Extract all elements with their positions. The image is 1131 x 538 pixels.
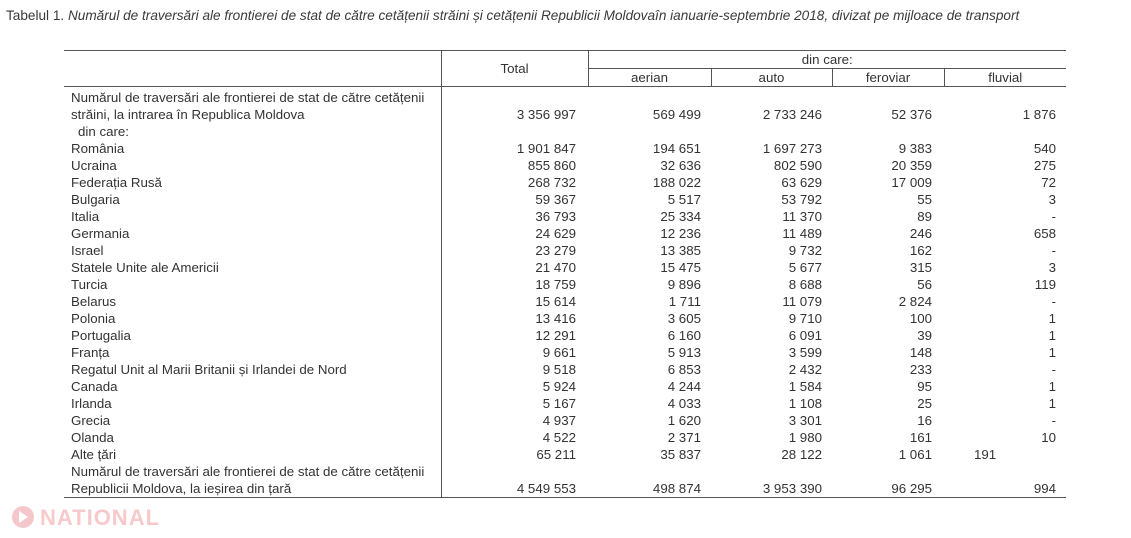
cell-total: 855 860 <box>441 157 588 174</box>
caption-title: Numărul de traversări ale frontierei de stat de către cetățenii străini și cetățenii Republicii Moldovaîn ianuarie-septembrie 2018, divizat pe mijloace de transport <box>67 8 1020 23</box>
section1-fluvial: 1 876 <box>1022 107 1056 122</box>
cell-total: 9 518 <box>441 361 588 378</box>
cell-total: 21 470 <box>441 259 588 276</box>
table-row <box>64 310 1066 327</box>
table-row <box>64 344 1066 361</box>
section2-aerian: 498 874 <box>588 463 711 498</box>
section1-auto: 2 733 246 <box>762 107 822 122</box>
cell-feroviar: 315 <box>909 260 932 275</box>
table-caption <box>6 8 1131 23</box>
cell-aerian: 4 033 <box>667 396 701 411</box>
header-row-top <box>64 51 1066 69</box>
cell-feroviar: 148 <box>909 345 932 360</box>
table-row-alte <box>64 446 1066 463</box>
cell-name: Ucraina <box>71 158 117 173</box>
cell-aerian: 188 022 <box>652 175 701 190</box>
cell-auto: 2 432 <box>788 362 822 377</box>
cell-fluvial: - <box>1051 209 1056 224</box>
cell-feroviar: 17 009 <box>891 175 932 190</box>
cell-aerian: 1 711 <box>668 294 701 309</box>
cell-aerian: 35 837 <box>660 447 701 462</box>
cell-feroviar: 1 061 <box>898 447 932 462</box>
logo-text: NATIONAL <box>40 505 161 530</box>
cell-fluvial: 3 <box>1048 260 1056 275</box>
section1-total: 3 356 997 <box>441 87 588 124</box>
cell-feroviar: 2 824 <box>898 294 932 309</box>
cell-aerian: 12 236 <box>660 226 701 241</box>
cell-name: Italia <box>71 209 100 224</box>
play-icon <box>12 506 34 528</box>
section2-total-row <box>64 463 1066 498</box>
cell-feroviar: 162 <box>909 243 932 258</box>
cell-feroviar: 95 <box>917 379 932 394</box>
cell-total: 4 937 <box>441 412 588 429</box>
cell-auto: 11 079 <box>782 294 822 309</box>
cell-total: 268 732 <box>441 174 588 191</box>
header-aerian: aerian <box>588 69 711 87</box>
header-din-care: din care: <box>588 51 1066 69</box>
section2-title: Numărul de traversări ale frontierei de stat de către cetățenii Republicii Moldova, la ieșirea din țară <box>64 463 441 498</box>
cell-total: 15 614 <box>441 293 588 310</box>
header-auto: auto <box>711 69 832 87</box>
cell-fluvial: - <box>1051 413 1056 428</box>
cell-fluvial: - <box>1051 294 1056 309</box>
cell-aerian: 1 620 <box>667 413 701 428</box>
table-row <box>64 327 1066 344</box>
cell-fluvial: - <box>1051 243 1056 258</box>
cell-auto: 11 370 <box>782 209 822 224</box>
cell-aerian: 2 371 <box>667 430 701 445</box>
cell-aerian: 15 475 <box>660 260 701 275</box>
cell-auto: 1 108 <box>788 396 822 411</box>
section1-title: Numărul de traversări ale frontierei de stat de către cetățenii străini, la intrarea în Republica Moldova <box>71 90 425 122</box>
cell-feroviar: 16 <box>917 413 932 428</box>
cell-feroviar: 39 <box>917 328 932 343</box>
cell-feroviar: 233 <box>909 362 932 377</box>
table-row <box>64 293 1066 310</box>
table-row <box>64 157 1066 174</box>
cell-fluvial: 72 <box>1041 175 1056 190</box>
cell-aerian: 32 636 <box>660 158 701 173</box>
cell-feroviar: 9 383 <box>898 141 932 156</box>
cell-name: România <box>71 141 125 156</box>
cell-auto: 5 677 <box>788 260 822 275</box>
section1-din-care: din care: <box>78 124 129 139</box>
cell-fluvial: 658 <box>1033 226 1056 241</box>
cell-name: Bulgaria <box>71 192 120 207</box>
section2-fluvial: 994 <box>944 463 1066 498</box>
table-row <box>64 276 1066 293</box>
cell-total: 65 211 <box>441 446 588 463</box>
cell-fluvial: 10 <box>1041 430 1056 445</box>
cell-auto: 8 688 <box>788 277 822 292</box>
cell-aerian: 25 334 <box>660 209 701 224</box>
cell-total: 23 279 <box>441 242 588 259</box>
cell-total: 24 629 <box>441 225 588 242</box>
cell-name: Statele Unite ale Americii <box>71 260 219 275</box>
cell-aerian: 5 913 <box>667 345 701 360</box>
cell-name: Belarus <box>71 294 117 309</box>
cell-fluvial: 191 <box>974 447 997 462</box>
section2-feroviar: 96 295 <box>832 463 944 498</box>
cell-auto: 1 980 <box>788 430 822 445</box>
section1-feroviar: 52 376 <box>891 107 932 122</box>
cell-name: Polonia <box>71 311 116 326</box>
cell-fluvial: 540 <box>1033 141 1056 156</box>
cell-auto: 1 584 <box>788 379 822 394</box>
table-row <box>64 378 1066 395</box>
cell-feroviar: 55 <box>917 192 932 207</box>
cell-feroviar: 89 <box>917 209 932 224</box>
cell-total: 59 367 <box>441 191 588 208</box>
cell-name: Portugalia <box>71 328 131 343</box>
cell-aerian: 4 244 <box>667 379 701 394</box>
cell-feroviar: 25 <box>917 396 932 411</box>
cell-name: Olanda <box>71 430 114 445</box>
cell-name: Federația Rusă <box>71 175 162 190</box>
cell-auto: 63 629 <box>781 175 822 190</box>
table-row <box>64 259 1066 276</box>
table-row <box>64 429 1066 446</box>
header-fluvial: fluvial <box>944 69 1066 87</box>
cell-name: Grecia <box>71 413 111 428</box>
cell-auto: 6 091 <box>788 328 822 343</box>
cell-total: 1 901 847 <box>441 140 588 157</box>
cell-name: Canada <box>71 379 118 394</box>
cell-feroviar: 161 <box>909 430 932 445</box>
cell-total: 12 291 <box>441 327 588 344</box>
cell-name: Turcia <box>71 277 108 292</box>
cell-total: 9 661 <box>441 344 588 361</box>
cell-name: Regatul Unit al Marii Britanii și Irlandei de Nord <box>71 362 347 377</box>
table-row <box>64 140 1066 157</box>
cell-fluvial: 1 <box>1048 379 1056 394</box>
table-row <box>64 208 1066 225</box>
cell-name: Israel <box>71 243 104 258</box>
cell-fluvial: 275 <box>1033 158 1056 173</box>
cell-name: Franța <box>71 345 110 360</box>
table-row <box>64 174 1066 191</box>
table-row <box>64 191 1066 208</box>
cell-name: Germania <box>71 226 130 241</box>
header-feroviar: feroviar <box>832 69 944 87</box>
cell-auto: 3 599 <box>788 345 822 360</box>
cell-feroviar: 20 359 <box>891 158 932 173</box>
header-empty-cell <box>64 51 441 87</box>
table-row <box>64 395 1066 412</box>
cell-fluvial: - <box>1051 362 1056 377</box>
cell-fluvial: 1 <box>1048 328 1056 343</box>
cell-feroviar: 56 <box>917 277 932 292</box>
cell-name: Irlanda <box>71 396 112 411</box>
cell-name: Alte țări <box>71 447 117 462</box>
section1-aerian: 569 499 <box>652 107 701 122</box>
cell-fluvial: 119 <box>1034 277 1056 292</box>
cell-aerian: 13 385 <box>660 243 701 258</box>
traversari-table <box>64 50 1066 498</box>
cell-auto: 53 792 <box>781 192 822 207</box>
cell-fluvial: 1 <box>1048 311 1056 326</box>
cell-total: 36 793 <box>441 208 588 225</box>
cell-aerian: 6 160 <box>667 328 701 343</box>
table-row <box>64 242 1066 259</box>
section2-auto: 3 953 390 <box>711 463 832 498</box>
cell-fluvial: 1 <box>1048 345 1056 360</box>
cell-auto: 28 122 <box>781 447 822 462</box>
section1-din-care-row <box>64 123 1066 140</box>
cell-total: 18 759 <box>441 276 588 293</box>
cell-total: 4 522 <box>441 429 588 446</box>
cell-total: 5 167 <box>441 395 588 412</box>
cell-total: 13 416 <box>441 310 588 327</box>
cell-auto: 9 710 <box>788 311 822 326</box>
cell-aerian: 6 853 <box>667 362 701 377</box>
cell-auto: 3 301 <box>788 413 822 428</box>
cell-auto: 1 697 273 <box>762 141 822 156</box>
cell-auto: 9 732 <box>788 243 822 258</box>
header-total: Total <box>441 51 588 87</box>
cell-aerian: 3 605 <box>667 311 701 326</box>
section1-total-row <box>64 87 1066 124</box>
cell-aerian: 9 896 <box>667 277 701 292</box>
cell-auto: 802 590 <box>773 158 822 173</box>
cell-feroviar: 246 <box>909 226 932 241</box>
section2-total: 4 549 553 <box>441 463 588 498</box>
table-row <box>64 412 1066 429</box>
cell-aerian: 194 651 <box>652 141 701 156</box>
cell-total: 5 924 <box>441 378 588 395</box>
cell-auto: 11 489 <box>782 226 822 241</box>
cell-fluvial: 1 <box>1048 396 1056 411</box>
cell-fluvial: 3 <box>1048 192 1056 207</box>
table-row <box>64 361 1066 378</box>
caption-prefix: Tabelul 1. <box>6 8 68 23</box>
national-logo <box>10 504 190 530</box>
table-row <box>64 225 1066 242</box>
cell-feroviar: 100 <box>909 311 932 326</box>
cell-aerian: 5 517 <box>667 192 701 207</box>
